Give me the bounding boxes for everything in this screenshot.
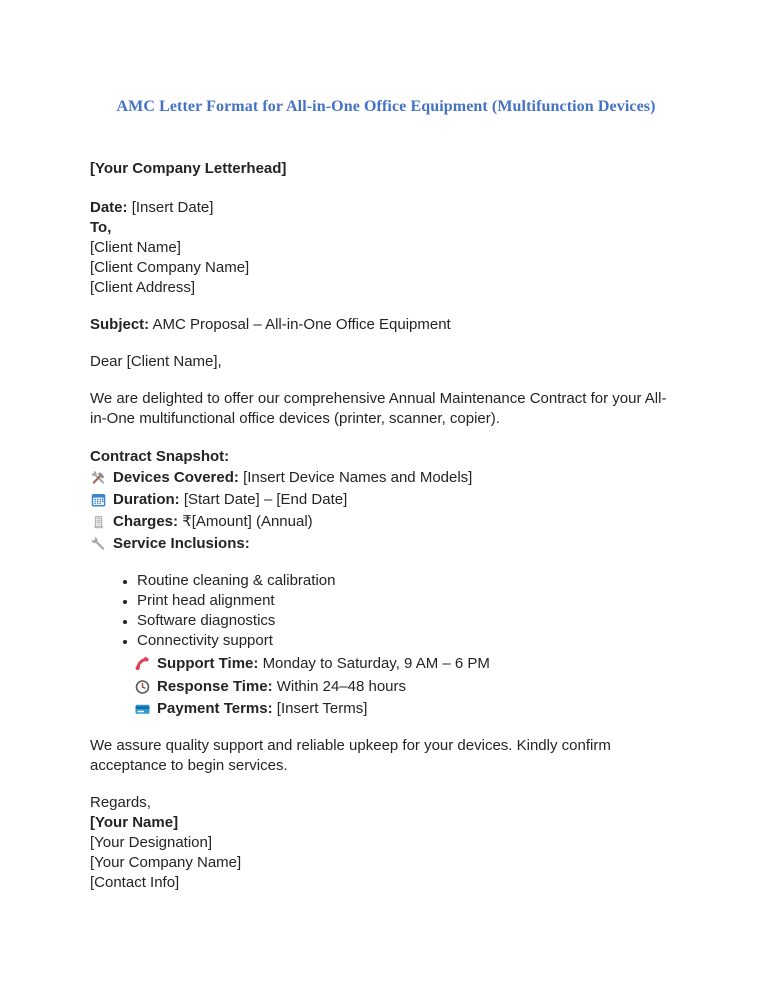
date-line (90, 198, 682, 218)
clock-icon (134, 679, 151, 695)
bullet-item: • Print head alignment (137, 591, 682, 611)
snapshot-item-value: [Insert Device Names and Models] (243, 469, 473, 486)
snapshot-item-duration (90, 489, 682, 511)
response-time-row (134, 676, 682, 699)
hammer-and-wrench-icon (90, 470, 107, 486)
closing-paragraph: We assure quality support and reliable upkeep for your devices. Kindly confirm acceptance to begin services. (90, 736, 611, 774)
calendar-icon (90, 492, 107, 508)
snapshot-item-label: Devices Covered: (113, 469, 239, 486)
support-detail-label: Support Time: (157, 655, 259, 672)
snapshot-item-label: Duration: (113, 491, 180, 508)
signature-designation: [Your Designation] (90, 833, 213, 851)
date-to-block (90, 198, 682, 298)
support-time-row (134, 653, 682, 676)
support-detail-value: [Insert Terms] (276, 700, 368, 717)
bullet-item: • Connectivity support (137, 631, 682, 651)
support-detail-value: Monday to Saturday, 9 AM – 6 PM (262, 655, 490, 672)
bullet-item: • Software diagnostics (137, 611, 682, 631)
signature-block (90, 793, 682, 893)
support-detail-value: Within 24–48 hours (276, 677, 407, 695)
to-label: To, (90, 219, 112, 236)
receipt-icon (90, 514, 107, 530)
payment-terms-row (134, 698, 682, 721)
snapshot-item-service-inclusions (90, 533, 682, 555)
subject-value: AMC Proposal – All-in-One Office Equipment (152, 316, 451, 333)
signature-company: [Your Company Name] (90, 853, 242, 871)
snapshot-item-value: [Start Date] – [End Date] (183, 491, 348, 508)
snapshot-item-value: ₹[Amount] (Annual) (182, 513, 313, 530)
contract-snapshot-heading: Contract Snapshot: (90, 448, 230, 465)
date-label: Date: (90, 199, 128, 216)
snapshot-item-charges (90, 511, 682, 533)
company-letterhead: [Your Company Letterhead] (90, 160, 287, 177)
contract-snapshot-list (90, 467, 682, 555)
support-detail-label: Response Time: (157, 677, 273, 695)
support-details-list (134, 653, 682, 721)
client-name-line: [Client Name] (90, 239, 181, 256)
signature-name: [Your Name] (90, 813, 179, 831)
client-company-line: [Client Company Name] (90, 259, 250, 276)
snapshot-item-label: Charges: (113, 513, 179, 530)
telephone-receiver-icon (134, 656, 151, 672)
wrench-icon (90, 536, 107, 552)
page-title: AMC Letter Format for All-in-One Office Equipment (Multifunction Devices) (116, 98, 656, 115)
date-value: [Insert Date] (131, 199, 214, 216)
subject-line (90, 315, 682, 335)
client-address-line: [Client Address] (90, 279, 196, 296)
intro-paragraph: We are delighted to offer our comprehensive Annual Maintenance Contract for your All-in-One multifunctional office devices (printer, scanner, copier). (90, 390, 667, 427)
bullet-item: • Routine cleaning & calibration (137, 571, 682, 591)
subject-label: Subject: (90, 316, 150, 333)
signature-contact: [Contact Info] (90, 873, 180, 891)
salutation: Dear [Client Name], (90, 353, 222, 370)
snapshot-item-devices (90, 467, 682, 489)
credit-card-icon (134, 701, 151, 717)
snapshot-item-label: Service Inclusions: (113, 535, 250, 552)
service-bullet-list (90, 571, 682, 651)
signoff: Regards, (90, 793, 151, 811)
support-detail-label: Payment Terms: (157, 700, 273, 717)
